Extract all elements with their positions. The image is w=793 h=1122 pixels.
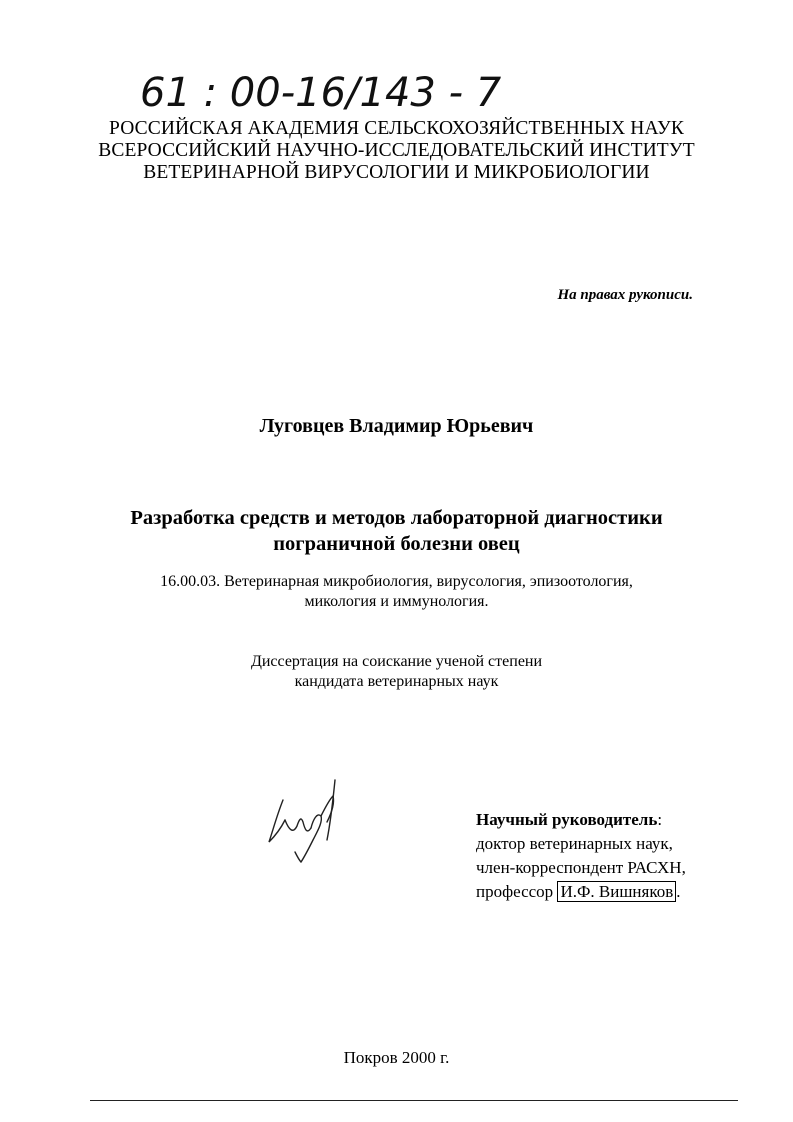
institution-line-1: РОССИЙСКАЯ АКАДЕМИЯ СЕЛЬСКОХОЗЯЙСТВЕННЫХ НАУК: [109, 118, 684, 139]
thesis-title: [0, 505, 793, 557]
speciality-line-2: микология и иммунология.: [304, 593, 489, 610]
institution-line-2: ВСЕРОССИЙСКИЙ НАУЧНО-ИССЛЕДОВАТЕЛЬСКИЙ ИНСТИТУТ: [98, 140, 695, 161]
degree-line-1: Диссертация на соискание ученой степени: [250, 653, 543, 670]
speciality-line-1: 16.00.03. Ветеринарная микробиология, вирусология, эпизоотология,: [160, 573, 633, 590]
speciality-code: [0, 572, 793, 612]
institution-header: [0, 118, 793, 184]
advisor-header-colon: :: [657, 810, 663, 829]
advisor-degree: доктор ветеринарных наук,: [476, 834, 673, 853]
scientific-advisor-block: [476, 808, 686, 904]
degree-line-2: кандидата ветеринарных наук: [294, 673, 499, 690]
degree-statement: [0, 652, 793, 692]
advisor-membership: член-корреспондент РАСХН,: [476, 858, 686, 877]
handwritten-signature: [255, 770, 365, 870]
shelfmark-text: 61 : 00-16/143 - 7: [140, 70, 502, 116]
author-name: Луговцев Владимир Юрьевич: [259, 415, 534, 437]
thesis-title-line-1: Разработка средств и методов лабораторной диагностики: [130, 507, 663, 529]
place-and-year: Покров 2000 г.: [343, 1048, 450, 1067]
advisor-header: Научный руководитель: [476, 810, 658, 829]
thesis-title-line-2: пограничной болезни овец: [273, 533, 520, 555]
bottom-rule: [90, 1100, 738, 1101]
institution-line-3: ВЕТЕРИНАРНОЙ ВИРУСОЛОГИИ И МИКРОБИОЛОГИИ: [143, 162, 650, 183]
advisor-title-prefix: профессор: [476, 882, 558, 901]
advisor-name: И.Ф. Вишняков: [557, 881, 676, 902]
handwritten-shelfmark: [140, 62, 540, 122]
rights-note: На правах рукописи.: [557, 287, 693, 303]
advisor-suffix: .: [676, 882, 681, 901]
